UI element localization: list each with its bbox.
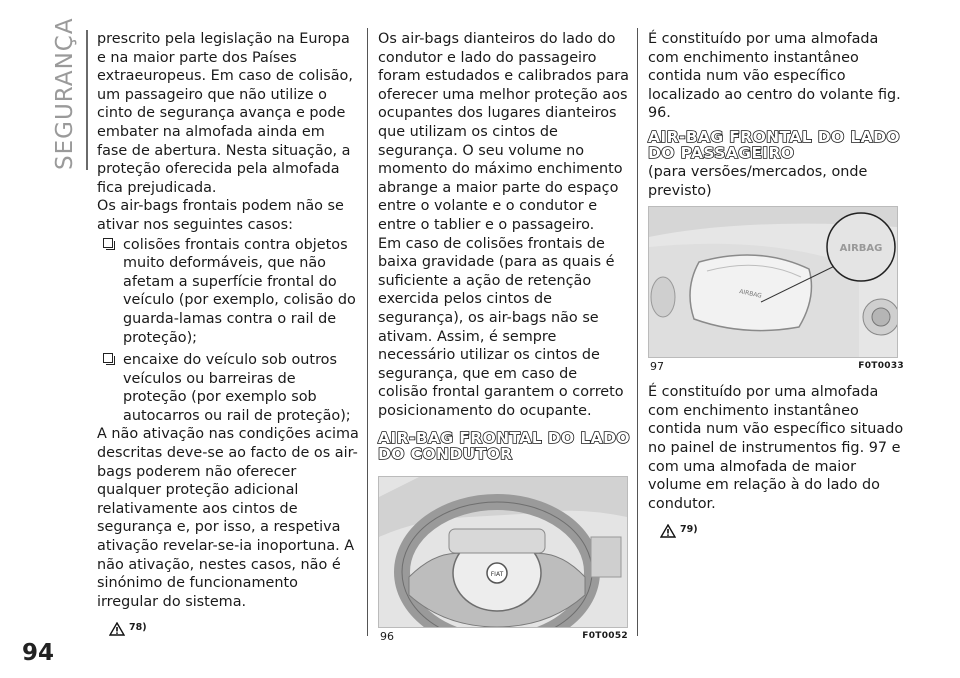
section-title: SEGURANÇA [52,17,78,170]
steering-logo-text: FIAT [490,571,504,579]
paragraph: A não ativação nas condições acima descritas deve-se ao facto de os air-bags poderem não oferecer qualquer proteção adicional relativamente aos cintos de segurança e, por isso, a respetiva ativação revelar-se-ia inoportuna. A não ativação, nestes casos, não é sinónimo de funcionamento irregular do sistema. [97,426,359,610]
page-number: 94 [22,640,55,666]
list-item-text: encaixe do veículo sob outros veículos ou barreiras de proteção (por exemplo sob autocarros ou rail de proteção); [123,352,351,424]
warning-ref-text: 79) [680,524,698,536]
figure-number: 96 [380,630,394,644]
warning-reference [97,619,359,638]
figure-96 [378,476,630,643]
passenger-airbag-illustration [648,206,898,358]
figure-97 [648,206,906,373]
warning-icon [660,524,676,538]
column-divider-1 [367,28,368,636]
paragraph: Os air-bags dianteiros do lado do condutor e lado do passageiro foram estudados e calibrados para oferecer uma melhor proteção aos ocupantes dos lugares dianteiros que utilizam os cintos de segurança. O seu volume no momento do máximo enchimento abrange a maior parte do espaço entre o volante e o condutor e entre o tablier e o passageiro. [378,31,629,233]
passenger-airbag-icon [649,207,897,357]
warning-ref-text: 78) [129,622,147,634]
side-divider [86,30,88,170]
list-item [97,236,359,348]
paragraph: Em caso de colisões frontais de baixa gravidade (para as quais é suficiente a ação de retenção exercida pelos cintos de segurança), os air-bags não se ativam. Assim, é sempre necessário utilizar os cintos de segurança, que em caso de colisão frontal garantem o correto posicionamento do ocupante. [378,235,624,419]
steering-wheel-illustration [378,476,628,628]
subheading: (para versões/mercados, onde previsto) [648,163,868,199]
paragraph: Os air-bags frontais podem não se ativar nos seguintes casos: [97,198,344,233]
warning-icon [109,622,125,636]
paragraph: É constituído por uma almofada com enchimento instantâneo contida num vão específico localizado ao centro do volante fig. 96. [648,31,901,122]
paragraph: É constituído por uma almofada com enchimento instantâneo contida num vão específico situado no painel de instrumentos fig. 97 e com uma almofada de maior volume em relação à do lado do condutor. [648,384,904,512]
bullet-icon [103,238,115,250]
column-divider-2 [637,28,638,636]
section-heading: AIR-BAG FRONTAL DO LADO DO PASSAGEIRO [648,127,900,162]
airbag-cover-text: AIRBAG [738,288,763,300]
figure-number: 97 [650,360,664,374]
figure-caption [378,628,630,643]
figure-code: F0T0052 [582,631,628,642]
figure-code: F0T0033 [858,361,904,372]
column-3 [648,30,906,540]
list-item [97,351,359,425]
column-1 [97,30,359,638]
section-side-label [52,17,78,170]
steering-wheel-icon [379,477,627,627]
list-item-text: colisões frontais contra objetos muito deformáveis, que não afetam a superfície frontal do veículo (por exemplo, colisão do guarda-lamas contra o rail de proteção); [123,236,356,346]
warning-reference [648,521,906,540]
bullet-icon [103,353,115,365]
column-2 [378,30,630,643]
figure-caption [648,358,906,373]
airbag-magnified-text: AIRBAG [839,243,883,255]
paragraph: prescrito pela legislação na Europa e na maior parte dos Países extraeuropeus. Em caso de colisão, um passageiro que não utilize o cinto de segurança avança e pode embater na almofada ainda em fase de abertura. Nesta situação, a proteção oferecida pela almofada fica prejudicada. [97,31,353,196]
section-heading: AIR-BAG FRONTAL DO LADO DO CONDUTOR [378,429,630,464]
